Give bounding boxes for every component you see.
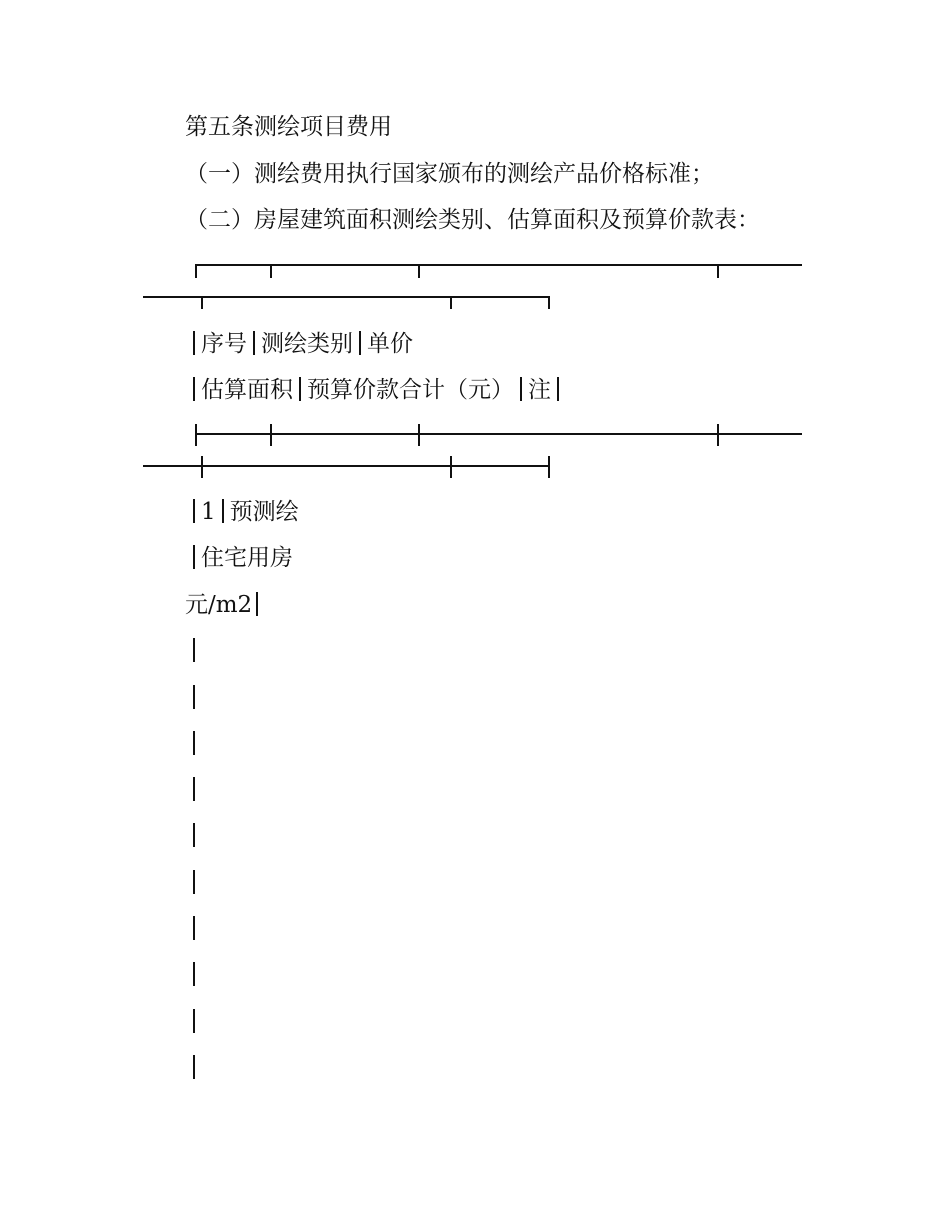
table-row-1-line-1 <box>193 498 299 526</box>
header-serial: 序号 <box>201 331 247 357</box>
table-row-1-line-3 <box>185 591 264 619</box>
header-estimated-area: 估算面积 <box>201 377 293 403</box>
header-unit-price: 单价 <box>367 331 413 357</box>
article-item-1: （一）测绘费用执行国家颁布的测绘产品价格标准； <box>185 161 714 187</box>
header-note: 注 <box>528 377 551 403</box>
article-item-2: （二）房屋建筑面积测绘类别、估算面积及预算价款表： <box>185 207 760 233</box>
row1-unit: 元/m2 <box>185 592 253 618</box>
header-category: 测绘类别 <box>261 331 353 357</box>
row1-category: 预测绘 <box>229 499 299 525</box>
row1-serial: 1 <box>201 499 216 525</box>
header-budget-total: 预算价款合计（元） <box>307 377 514 403</box>
table-header-row-2 <box>193 376 565 404</box>
table-row-1-line-2 <box>193 544 293 572</box>
table-header-row-1 <box>193 330 413 358</box>
article-title: 第五条测绘项目费用 <box>185 114 392 140</box>
row1-subtype: 住宅用房 <box>201 545 293 571</box>
